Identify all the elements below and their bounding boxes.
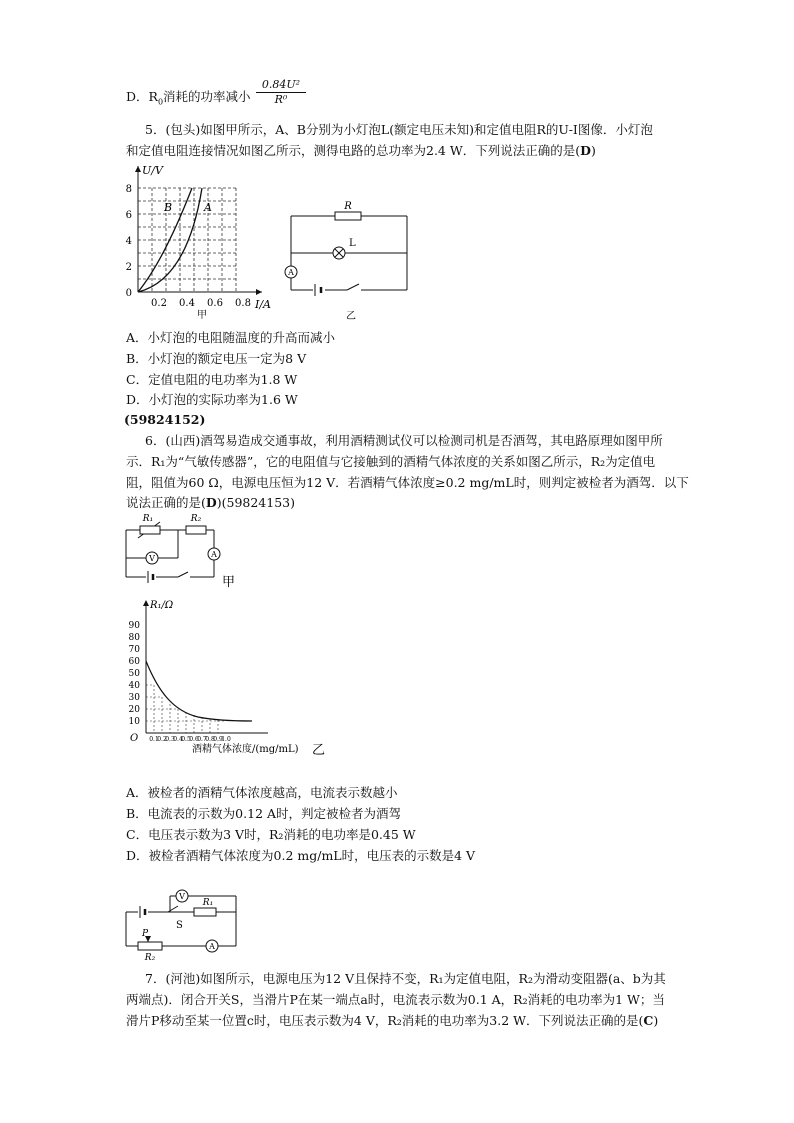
q6-option-c: C．电压表示数为3 V时，R₂消耗的电功率是0.45 W [126,827,416,842]
q5-stem-line2: 和定值电阻连接情况如图乙所示，测得电路的总功率为2.4 W．下列说法正确的是(D) [126,143,596,158]
figure-caption: 甲 [197,310,207,320]
figure-caption: 甲 [222,575,236,590]
figure-caption: 乙 [346,311,356,322]
q6-stem-line2: 示．R₁为“气敏传感器”，它的电阻值与它接触到的酒精气体浓度的关系如图乙所示，R₂为定值电 [126,454,656,469]
q7-circuit [118,884,248,962]
x-tick: 0.8 [235,298,251,309]
q6-stem-line3: 阻，阻值为60 Ω，电源电压恒为12 V．若酒精气体浓度≥0.2 mg/mL时，则判定被检者为酒驾．以下 [126,475,689,490]
q6-resistance-graph [118,596,333,758]
resistor-label: R [344,201,352,212]
q7-stem-line2: 两端点)．闭合开关S，当滑片P在某一端点a时，电流表示数为0.1 A，R₂消耗的电功率为1 W；当 [126,992,665,1007]
y-tick: 80 [128,633,140,643]
y-tick: 20 [128,705,140,715]
y-tick: 30 [128,693,140,703]
x-tick: 0.2 [157,736,167,743]
q7-answer: C [643,1013,654,1028]
y-axis-label: U/V [142,164,163,177]
origin-label: O [130,733,139,744]
q6-circuit [118,512,248,590]
curve-a-label: A [204,201,212,214]
x-tick: 0.3 [165,736,175,743]
q6-option-d: D．被检者酒精气体浓度为0.2 mg/mL时，电压表的示数是4 V [126,848,476,863]
x-tick: 0.9 [213,736,223,743]
curve-b-label: B [164,201,173,214]
rheostat-r2 [138,942,162,950]
y-tick: 8 [125,184,132,195]
r1-label: R₁ [202,898,214,908]
x-tick: 0.6 [207,298,223,309]
y-tick: 70 [128,645,140,655]
q5-circuit [283,198,413,323]
q4-fraction [256,78,306,106]
resistor-r1 [194,908,216,916]
q6-stem-line1: 6．(山西)酒驾易造成交通事故，利用酒精测试仪可以检测司机是否酒驾，其电路原理如图甲所 [145,433,663,448]
q6-stem-line4: 说法正确的是(D)(59824153) [126,495,295,510]
y-tick: 4 [125,236,132,247]
resistance-curve [146,661,252,721]
x-tick: 0.2 [151,298,167,309]
q5-option-d: D．小灯泡的实际功率为1.6 W [126,392,298,407]
p-label: P [142,929,149,939]
y-tick: 50 [128,669,140,679]
ammeter-label: A [211,550,217,559]
x-tick: 0.7 [197,736,207,743]
y-tick: 6 [125,210,132,221]
voltmeter-label: V [179,892,185,901]
q7-stem-line3: 滑片P移动至某一位置c时，电压表示数为4 V，R₂消耗的电功率为3.2 W．下列说法正确的是(C) [126,1013,659,1028]
r2-label: R₂ [144,953,156,962]
y-tick: 10 [128,717,140,727]
r1-label: R₁ [142,514,154,524]
y-axis-label: R₁/Ω [150,600,174,611]
ammeter-label: A [209,942,215,951]
q5-code: (59824152) [124,412,206,427]
fraction-numerator: 0.84U² [256,78,306,93]
y-tick: 0 [125,288,132,299]
q5-answer: D [580,143,591,158]
q6-option-a: A．被检者的酒精气体浓度越高，电流表示数越小 [126,785,398,800]
y-tick: 60 [128,657,140,667]
y-tick: 2 [125,262,132,273]
x-tick: 0.4 [173,736,183,743]
switch-label: S [176,920,183,931]
x-tick: 1.0 [221,736,231,743]
q5-ui-graph [112,160,282,320]
sensor-r1 [140,526,160,534]
ammeter-label: A [288,268,294,277]
x-tick: 0.6 [189,736,199,743]
y-tick: 90 [128,621,140,631]
graph-grid [146,685,226,733]
q6-option-b: B．电流表的示数为0.12 A时，判定被检者为酒驾 [126,806,402,821]
q5-option-c: C．定值电阻的电功率为1.8 W [126,372,298,387]
resistor-r [335,212,361,220]
voltmeter-label: V [149,554,155,563]
resistor-r2 [186,526,206,534]
x-axis-label: 酒精气体浓度/(mg/mL) [192,744,299,755]
r2-label: R₂ [190,514,202,524]
x-axis-label: I/A [255,298,271,311]
q5-option-b: B．小灯泡的额定电压一定为8 V [126,351,307,366]
x-tick: 0.5 [181,736,191,743]
fraction-denominator: R⁰ [274,93,288,106]
lamp-label: L [349,238,356,249]
figure-caption: 乙 [312,743,326,758]
q6-answer: D [205,495,217,510]
x-tick: 0.8 [205,736,215,743]
q7-stem-line1: 7．(河池)如图所示，电源电压为12 V且保持不变，R₁为定值电阻，R₂为滑动变阻器(a、b为其 [145,971,666,986]
q4-option-d: D．$R_0$消耗的功率减小 [126,89,251,107]
q5-stem-line1: 5．(包头)如图甲所示，A、B分别为小灯泡L(额定电压未知)和定值电阻R的U-I图像．小灯泡 [145,122,653,137]
y-tick: 40 [128,681,140,691]
x-tick: 0.4 [179,298,195,309]
x-tick: 0.1 [149,736,159,743]
q5-option-a: A．小灯泡的电阻随温度的升高而减小 [126,330,336,345]
